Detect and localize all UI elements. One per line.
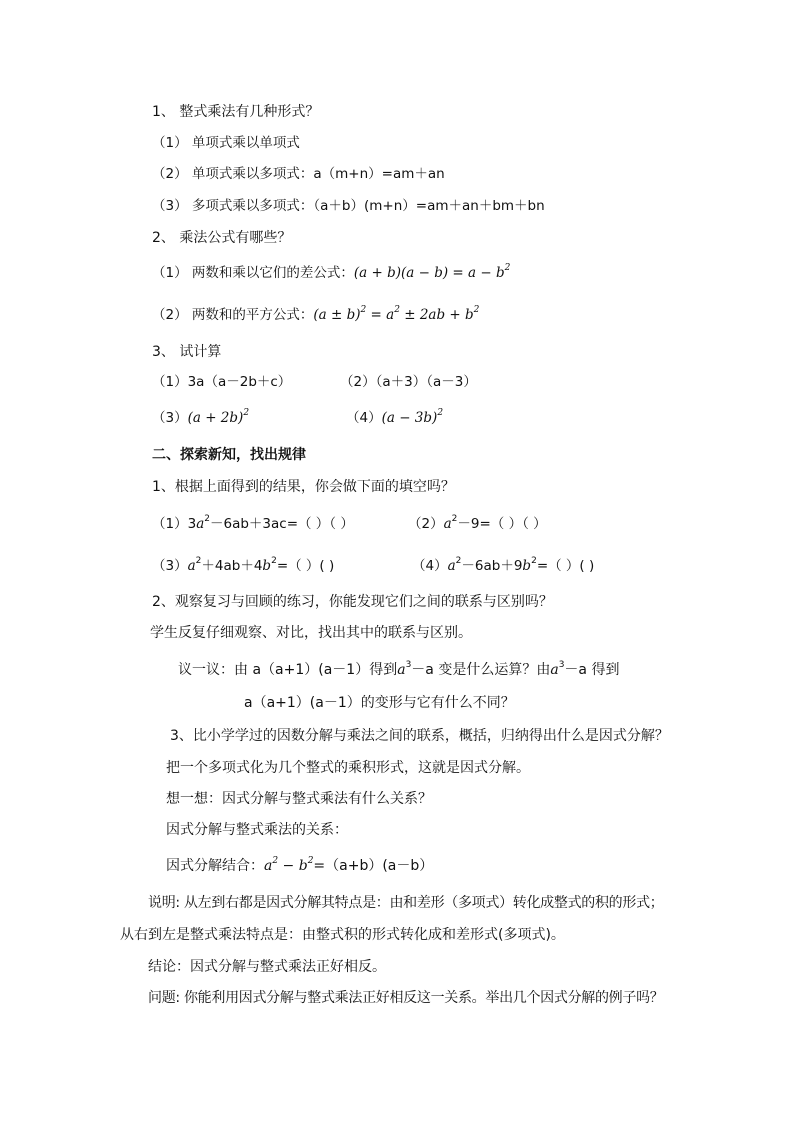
fill-3 <box>152 556 334 576</box>
fill-2-label: （2） <box>408 516 444 532</box>
task-2: 2、观察复习与回顾的练习，你能发现它们之间的联系与区别吗？ <box>152 594 553 610</box>
discuss-line <box>178 660 619 680</box>
fill-3-rest: =（ ）( ) <box>276 558 335 574</box>
question-3: 3、 试计算 <box>152 344 222 360</box>
exponent: 2 <box>394 305 400 315</box>
task-3: 3、比小学学过的因数分解与乘法之间的联系，概括，归纳得出什么是因式分解？ <box>170 728 669 744</box>
think-question: 想一想：因式分解与整式乘法有什么关系？ <box>166 791 432 807</box>
question-1: 1、 整式乘法有几种形式？ <box>152 104 320 120</box>
exercise-3 <box>152 408 249 428</box>
variable: a <box>443 516 452 532</box>
variable: − b <box>278 858 308 874</box>
fill-2-rest: －9=（ ）（ ） <box>457 516 547 532</box>
discuss-text-3: －a 得到 <box>564 662 620 678</box>
item-2-1-formula: (a + b)(a − b) = a − b <box>353 265 505 281</box>
formula-part: ± 2ab + b <box>399 307 474 323</box>
section-heading: 二、探索新知，找出规律 <box>152 447 306 463</box>
exponent: 2 <box>504 263 511 273</box>
factor-example-label: 因式分解结合： <box>166 858 264 874</box>
variable: a <box>187 558 196 574</box>
exercise-4 <box>346 408 443 428</box>
variable: b <box>522 558 532 574</box>
student-observe: 学生反复仔细观察、对比，找出其中的联系与区别。 <box>150 625 472 641</box>
fill-1-label: （1）3 <box>152 516 197 532</box>
exponent: 2 <box>271 556 277 566</box>
exercise-4-label: （4） <box>346 410 382 426</box>
exercise-1: （1）3a（a－2b＋c） <box>152 374 292 390</box>
fill-1-rest: －6ab＋3ac=（ ）（ ） <box>209 516 354 532</box>
conclusion: 结论：因式分解与整式乘法正好相反。 <box>148 959 386 975</box>
definition: 把一个多项式化为几个整式的乘积形式，这就是因式分解。 <box>166 760 530 776</box>
fill-3-mid: ＋4ab＋4 <box>201 558 263 574</box>
item-1-1: （1） 单项式乘以单项式 <box>152 135 300 151</box>
discuss-line-2: a（a+1）(a－1）的变形与它有什么不同？ <box>244 695 515 711</box>
variable: a <box>550 662 559 678</box>
fill-1 <box>152 514 354 534</box>
discuss-text-1: 议一议：由 a（a+1）(a－1）得到 <box>178 662 398 678</box>
exercise-3-label: （3） <box>152 410 188 426</box>
item-1-3: （3） 多项式乘以多项式：（a＋b）(m+n）=am＋an＋bm＋bn <box>152 198 545 214</box>
exponent: 2 <box>195 556 202 566</box>
factor-example <box>166 856 433 876</box>
exponent: 2 <box>437 408 444 418</box>
explanation-2: 从右到左是整式乘法特点是：由整式积的形式转化成和差形式(多项式)。 <box>120 927 565 943</box>
exponent: 2 <box>272 856 279 866</box>
factor-example-rest: =（a+b）(a－b） <box>313 858 434 874</box>
fill-2 <box>408 514 547 534</box>
formula-part: (a ± b) <box>313 307 361 323</box>
fill-4 <box>412 556 594 576</box>
exponent: 2 <box>473 305 480 315</box>
exponent: 2 <box>531 556 537 566</box>
explanation-1: 说明: 从左到右都是因式分解其特点是：由和差形（多项式）转化成整式的积的形式； <box>148 895 664 911</box>
fill-4-rest: =（ ）( ) <box>536 558 595 574</box>
fill-4-mid: －6ab＋9 <box>461 558 523 574</box>
exponent: 2 <box>455 556 462 566</box>
variable: a <box>447 558 456 574</box>
question-2: 2、 乘法公式有哪些？ <box>152 230 292 246</box>
discuss-text-2: －a 变是什么运算？由 <box>411 662 551 678</box>
item-1-2: （2） 单项式乘以多项式：a（m+n）=am＋an <box>152 166 445 182</box>
item-2-2-text: （2） 两数和的平方公式： <box>152 307 314 323</box>
exponent: 2 <box>451 514 458 524</box>
exercise-2: （2）（a＋3）（a－3） <box>340 374 477 390</box>
variable: b <box>262 558 272 574</box>
task-1: 1、根据上面得到的结果，你会做下面的填空吗？ <box>152 479 455 495</box>
relation-heading: 因式分解与整式乘法的关系： <box>166 822 348 838</box>
exponent: 3 <box>558 660 565 670</box>
exponent: 2 <box>204 514 210 524</box>
formula-part: = a <box>366 307 395 323</box>
fill-4-label: （4） <box>412 558 448 574</box>
exponent: 3 <box>405 660 412 670</box>
variable: a <box>264 858 273 874</box>
exponent: 2 <box>307 856 314 866</box>
exponent: 2 <box>243 408 250 418</box>
variable: a <box>196 516 205 532</box>
variable: a <box>397 662 406 678</box>
formula-part: (a + 2b) <box>187 410 244 426</box>
item-2-2 <box>152 305 479 325</box>
item-2-1-text: （1） 两数和乘以它们的差公式： <box>152 265 354 281</box>
fill-3-label: （3） <box>152 558 188 574</box>
formula-part: (a − 3b) <box>381 410 438 426</box>
item-2-1 <box>152 263 510 283</box>
problem: 问题: 你能利用因式分解与整式乘法正好相反这一关系。举出几个因式分解的例子吗？ <box>148 990 664 1006</box>
exponent: 2 <box>360 305 367 315</box>
